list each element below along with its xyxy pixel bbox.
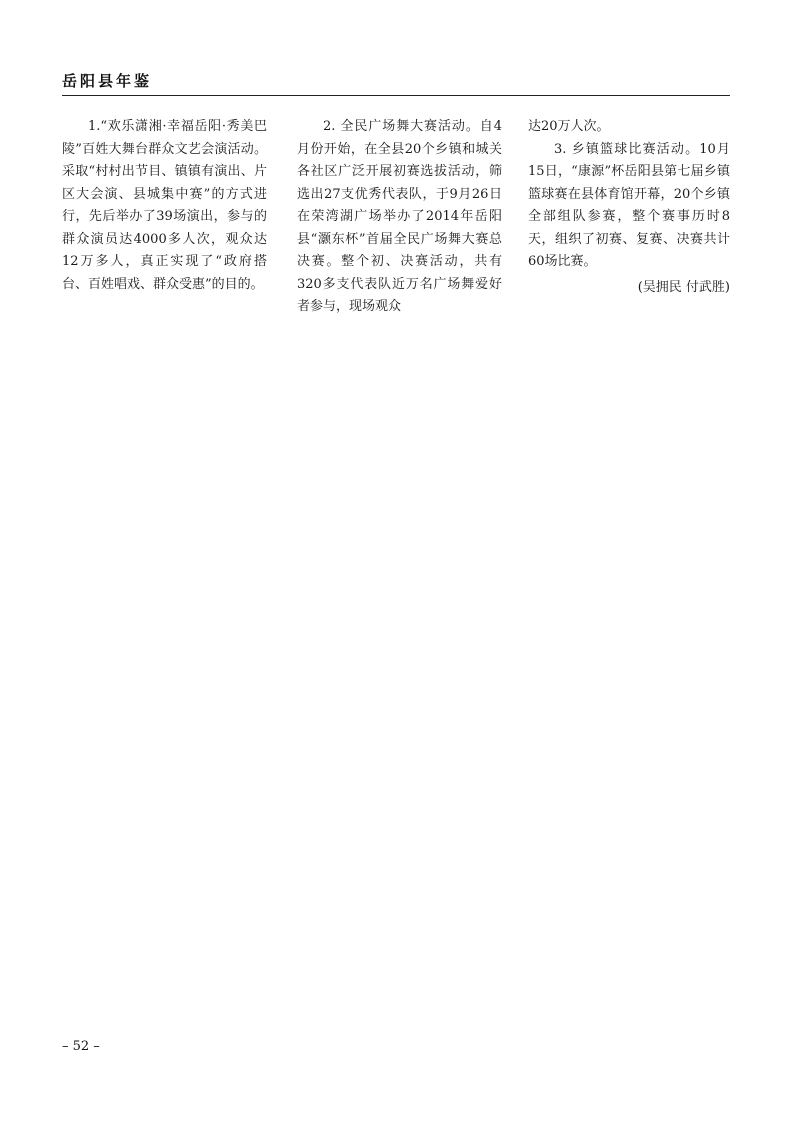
author-credit: (吴拥民 付武胜) — [637, 279, 730, 295]
yearbook-title: 岳阳县年鉴 — [62, 72, 153, 90]
paragraph-art-festival: 1.“欢乐潇湘·幸福岳阳·秀美巴陵”百姓大舞台群众文艺会演活动。采取“村村出节目、镇镇有演出、片区大会演、县城集中赛”的方式进行，先后举办了39场演出，参与的群众演员达4000多人次，观众达12万多人，真正实现了“政府搭台、百姓唱戏、群众受惠”的目的。 — [62, 119, 267, 292]
text-column-1 — [62, 116, 267, 296]
page-number: – 52 – — [62, 1039, 100, 1054]
text-column-3 — [528, 116, 730, 299]
running-header — [62, 70, 730, 96]
paragraph-square-dance: 2. 全民广场舞大赛活动。自4月份开始，在全县20个乡镇和城关各社区广泛开展初赛选拔活动，筛选出27支优秀代表队，于9月26日在荣湾湖广场举办了2014年岳阳县“灏东杯”首届全民广场舞大赛总决赛。整个初、决赛活动，共有320多支代表队近万名广场舞爱好者参与，现场观众 — [297, 119, 502, 314]
paragraph-basketball: 3. 乡镇篮球比赛活动。10月15日，“康源”杯岳阳县第七届乡镇篮球赛在县体育馆开幕，20个乡镇全部组队参赛，整个赛事历时8天，组织了初赛、复赛、决赛共计60场比赛。 — [528, 141, 730, 269]
paragraph-continuation: 达20万人次。 — [528, 119, 610, 134]
header-rule — [62, 95, 730, 96]
text-column-2 — [297, 116, 502, 319]
